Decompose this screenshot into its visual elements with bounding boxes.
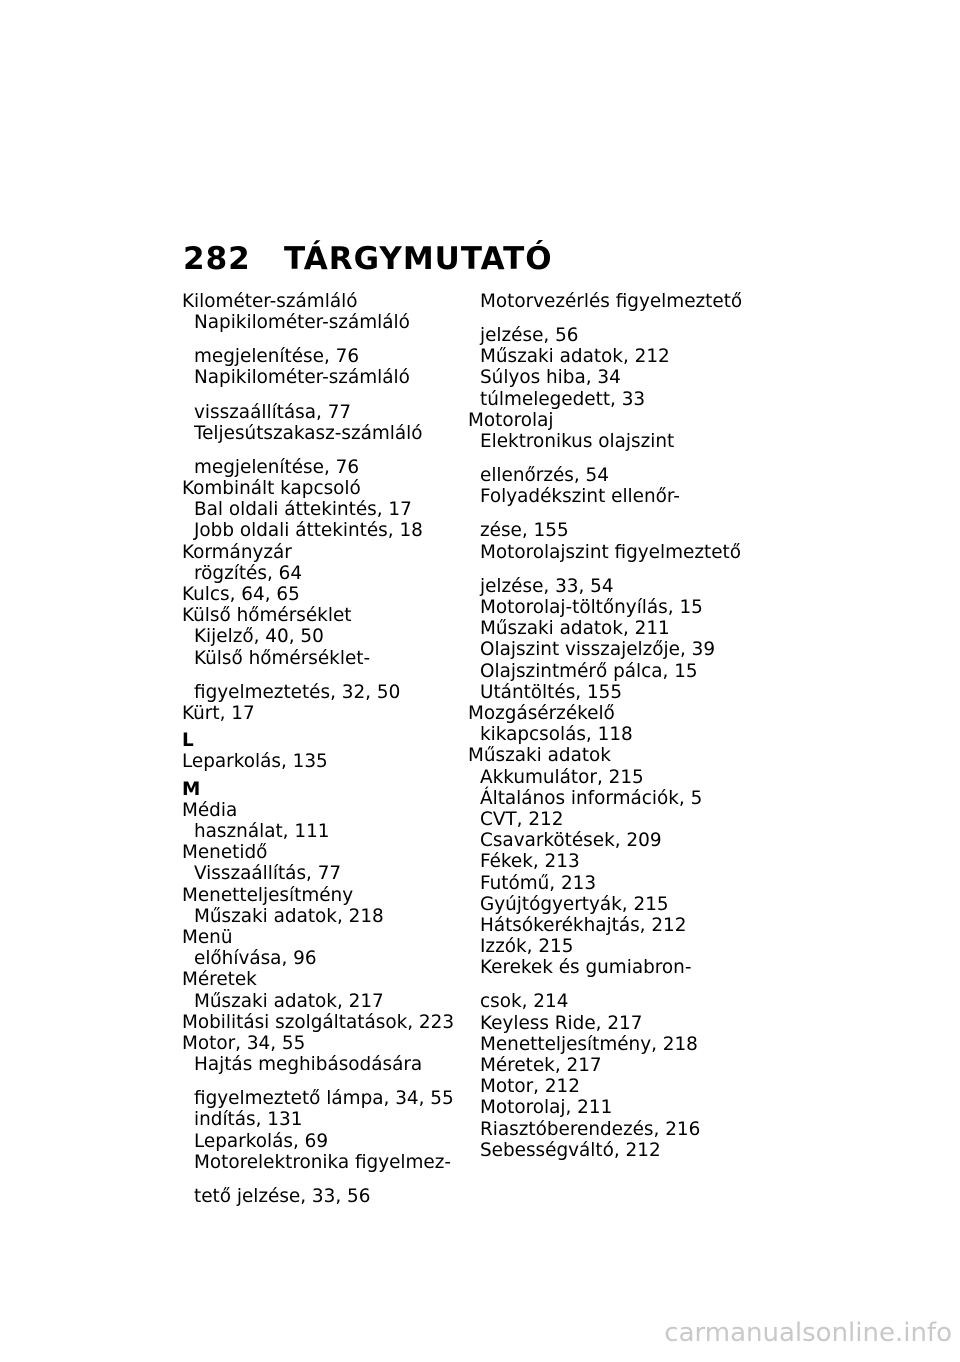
index-subentry-continuation: zése, 155 [480,520,569,542]
index-subentry: Jobb oldali áttekintés, 18 [194,520,423,542]
index-entry: Kürt, 17 [182,702,255,724]
index-subentry: Visszaállítás, 77 [194,863,342,885]
index-entry: Média [182,799,238,821]
index-subentry: Akkumulátor, 215 [480,766,644,788]
index-subentry: Napikilométer-számláló [194,312,410,334]
index-subentry: Menetteljesítmény, 218 [480,1033,698,1055]
index-subentry: Leparkolás, 69 [194,1130,329,1152]
index-subentry: Méretek, 217 [480,1055,602,1077]
index-subentry: Napikilométer-számláló [194,367,410,389]
index-entry: Menetidő [182,842,268,864]
index-subentry: Futómű, 213 [480,872,597,894]
index-entry: Kombinált kapcsoló [182,478,361,500]
index-subentry-continuation: csok, 214 [480,991,569,1013]
index-subentry: Motor, 212 [480,1076,580,1098]
page-title: TÁRGYMUTATÓ [284,241,553,277]
index-subentry: Hajtás meghibásodására [194,1054,423,1076]
index-subentry: Műszaki adatok, 212 [480,346,670,368]
index-subentry: Műszaki adatok, 218 [194,905,384,927]
index-letter-heading: L [182,730,194,752]
index-subentry: Műszaki adatok, 211 [480,618,670,640]
page-number: 282 [183,241,251,277]
index-subentry-continuation: tető jelzése, 33, 56 [194,1185,371,1207]
index-entry: Motorolaj [468,409,554,431]
index-entry: Leparkolás, 135 [182,751,328,773]
index-subentry: Bal oldali áttekintés, 17 [194,499,412,521]
index-subentry: Elektronikus olajszint [480,431,675,453]
index-subentry: Olajszintmérő pálca, 15 [480,660,698,682]
page-header [183,241,553,277]
index-subentry: Műszaki adatok, 217 [194,990,384,1012]
index-column-right [468,291,743,1161]
index-subentry: Teljesútszakasz-számláló [194,422,423,444]
index-subentry-continuation: megjelenítése, 76 [194,346,360,368]
index-subentry-continuation: figyelmeztetés, 32, 50 [194,681,401,703]
index-subentry: Sebességváltó, 212 [480,1139,661,1161]
index-subentry: Súlyos hiba, 34 [480,367,621,389]
index-letter-heading: M [182,778,201,800]
index-subentry-continuation: jelzése, 56 [480,325,579,347]
index-entry: Mozgásérzékelő [468,702,615,724]
index-subentry: Fékek, 213 [480,851,580,873]
index-subentry: Csavarkötések, 209 [480,830,662,852]
index-entry: Műszaki adatok [468,745,611,767]
index-column-left [182,291,455,1207]
index-subentry: Hátsókerékhajtás, 212 [480,914,687,936]
index-subentry: indítás, 131 [194,1109,303,1131]
index-subentry: Folyadékszint ellenőr- [480,486,680,508]
index-subentry: túlmelegedett, 33 [480,388,646,410]
index-subentry: Általános információk, 5 [480,787,703,809]
index-subentry: Motorolaj-töltőnyílás, 15 [480,596,703,618]
index-subentry-continuation: megjelenítése, 76 [194,456,360,478]
index-subentry: Utántöltés, 155 [480,681,623,703]
index-subentry: Motorelektronika figyelmez- [194,1151,452,1173]
index-entry: Menü [182,926,233,948]
watermark: carmanualsonline.info [664,1318,952,1348]
index-entry: Menetteljesítmény [182,884,354,906]
index-subentry-continuation: figyelmeztető lámpa, 34, 55 [194,1088,454,1110]
index-subentry: előhívása, 96 [194,948,317,970]
index-subentry: Izzók, 215 [480,936,574,958]
index-subentry-continuation: ellenőrzés, 54 [480,465,609,487]
index-entry: Méretek [182,969,257,991]
index-entry: Mobilitási szolgáltatások, 223 [182,1011,455,1033]
index-subentry: CVT, 212 [480,808,564,830]
index-subentry: Keyless Ride, 217 [480,1012,643,1034]
index-entry: Motor, 34, 55 [182,1033,306,1054]
index-entry: Kormányzár [182,541,292,563]
index-subentry: Kerekek és gumiabron- [480,957,692,979]
index-entry: Kilométer-számláló [182,291,358,312]
index-subentry: kikapcsolás, 118 [480,724,633,746]
index-subentry: Külső hőmérséklet- [194,647,371,669]
index-subentry: Motorolajszint figyelmeztető [480,541,741,563]
index-entry: Külső hőmérséklet [182,605,352,627]
index-subentry: Olajszint visszajelzője, 39 [480,639,716,661]
index-subentry-continuation: jelzése, 33, 54 [480,575,614,597]
index-subentry: Motorolaj, 211 [480,1097,613,1119]
index-subentry: Riasztóberendezés, 216 [480,1118,701,1140]
index-subentry: rögzítés, 64 [194,562,303,584]
index-subentry: Gyújtógyertyák, 215 [480,893,669,915]
index-subentry: használat, 111 [194,820,330,842]
index-subentry: Kijelző, 40, 50 [194,626,324,648]
index-subentry: Motorvezérlés figyelmeztető [480,291,743,312]
index-subentry-continuation: visszaállítása, 77 [194,401,352,423]
index-entry: Kulcs, 64, 65 [182,584,300,606]
